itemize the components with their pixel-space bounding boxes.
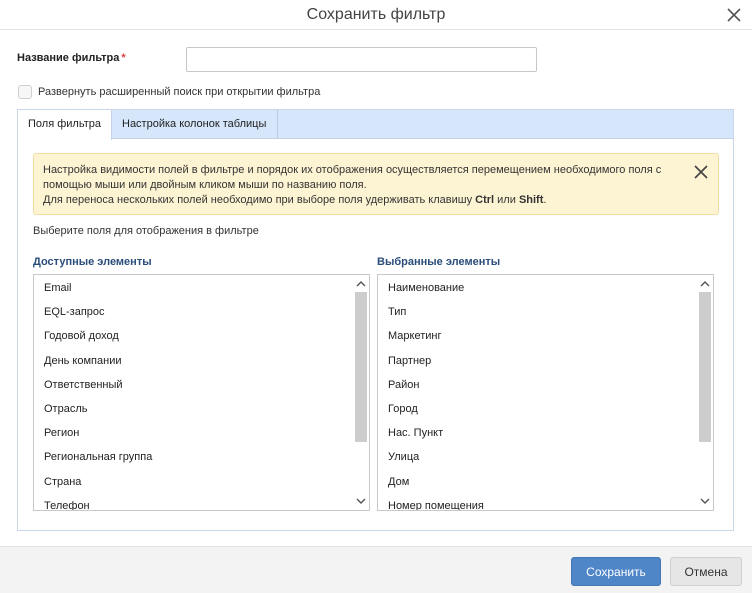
info-line-2-or: или [494,194,519,206]
scroll-up-icon[interactable] [697,276,713,292]
list-item[interactable]: Нас. Пункт [388,427,444,440]
list-item[interactable]: Маркетинг [388,330,442,343]
cancel-button[interactable]: Отмена [670,557,742,586]
list-item[interactable]: Годовой доход [44,330,119,343]
info-line-2-suffix: . [543,194,547,206]
chevron-down-icon [353,493,369,509]
save-button[interactable]: Сохранить [571,557,661,586]
close-icon-glyph [724,5,744,25]
info-line-2 [43,193,678,208]
selected-items-title: Выбранные элементы [377,256,501,268]
filter-name-label [17,52,126,64]
tab-filter-fields[interactable]: Поля фильтра [18,110,112,140]
chevron-down-icon [697,493,713,509]
list-item[interactable]: Город [388,402,418,415]
list-item[interactable]: Регион [44,427,80,440]
tab-table-columns[interactable]: Настройка колонок таблицы [112,110,278,139]
list-item[interactable]: Отрасль [44,402,88,415]
list-item[interactable]: Дом [388,475,410,488]
chevron-up-icon [353,276,369,292]
list-item[interactable]: Тип [388,306,407,319]
available-items-list[interactable] [33,274,370,511]
list-item[interactable]: Наименование [388,282,465,294]
tabs-panel [17,109,734,531]
dialog-titlebar [0,0,752,30]
list-item[interactable]: Район [388,378,420,391]
selected-items-list[interactable] [377,274,714,511]
list-item[interactable]: EQL-запрос [44,306,105,319]
list-item[interactable]: Номер помещения [388,499,484,510]
list-item[interactable]: Региональная группа [44,451,153,464]
scroll-up-icon[interactable] [353,276,369,292]
filter-name-label-text: Название фильтра [17,52,120,64]
close-icon[interactable] [692,163,710,181]
list-item[interactable]: Телефон [44,499,90,510]
scroll-down-icon[interactable] [353,493,369,509]
required-mark: * [121,52,126,64]
select-fields-hint: Выберите поля для отображения в фильтре [33,225,259,237]
dialog-title: Сохранить фильтр [306,6,446,23]
close-icon[interactable] [724,5,744,25]
available-items-title: Доступные элементы [33,256,152,268]
tab-strip [18,110,733,139]
list-item[interactable]: Партнер [388,354,432,367]
list-item[interactable]: Улица [388,451,420,464]
info-message [33,153,719,215]
key-shift: Shift [518,194,544,206]
info-line-1: Настройка видимости полей в фильтре и порядок их отображения осуществляется перемещением необходимого поля с помощью мыши или двойным кликом мыши по названию поля. [43,164,662,191]
available-list-scrollbar[interactable] [353,275,369,510]
expand-search-checkbox[interactable] [18,85,32,99]
expand-search-label[interactable]: Развернуть расширенный поиск при открытии фильтра [38,86,321,98]
available-items-container [34,275,353,510]
scroll-thumb[interactable] [699,292,711,442]
info-close-glyph [692,163,710,181]
scroll-down-icon[interactable] [697,493,713,509]
list-item[interactable]: Ответственный [44,378,123,391]
scroll-thumb[interactable] [355,292,367,442]
selected-items-container [378,275,697,510]
chevron-up-icon [697,276,713,292]
key-ctrl: Ctrl [475,194,495,206]
selected-list-scrollbar[interactable] [697,275,713,510]
list-item[interactable]: День компании [44,354,122,367]
dialog-footer [0,546,752,593]
info-line-2-prefix: Для переноса нескольких полей необходимо при выборе поля удерживать клавишу [43,194,476,206]
filter-name-input[interactable] [186,47,537,72]
list-item[interactable]: Страна [44,475,82,488]
list-item[interactable]: Email [44,282,72,294]
